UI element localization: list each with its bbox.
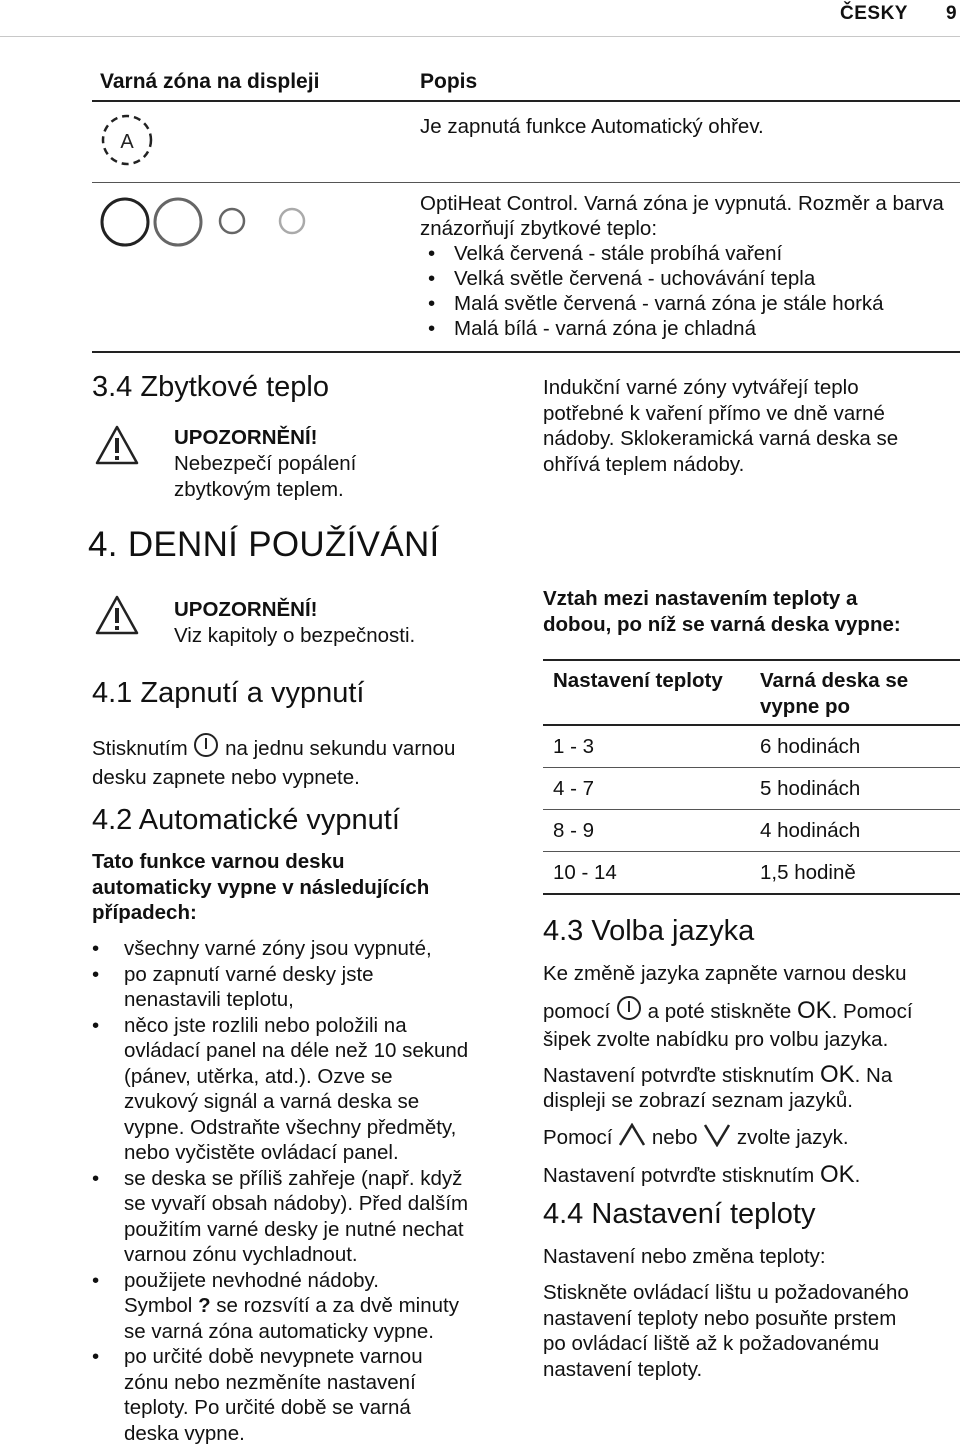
table-row-rule (92, 182, 960, 183)
ok-icon: OK (819, 1060, 855, 1088)
list-item: • Malá bílá - varná zóna je chladná (420, 316, 950, 341)
list-item: • Malá světle červená - varná zóna je stále horká (420, 291, 950, 316)
section-title-4-4: 4.4 Nastavení teploty (543, 1198, 816, 1230)
list-item: • se deska se příliš zahřeje (např. když se vyvaří obsah nádoby). Před dalším použitím varné desky je nutné nechat varnou zónu vychladnout. (92, 1166, 522, 1268)
heat-table-header-setting: Nastavení teploty (553, 669, 723, 692)
heat-table-header-time: Varná deska se vypne po (760, 669, 909, 718)
warning-text: Nebezpečí popálení zbytkovým teplem. (174, 452, 357, 501)
list-item: • použijete nevhodné nádoby. Symbol ? se rozsvítí a za dvě minuty se varná zóna automaticky vypne. (92, 1268, 522, 1345)
question-symbol: ? (198, 1294, 211, 1317)
power-icon (616, 995, 642, 1028)
warning-icon (94, 424, 140, 471)
list-item: • po zapnutí varné desky jste nenastavili teplotu, (92, 962, 522, 1013)
list-item: • po určité době nevypnete varnou zónu nebo nezměníte nastavení teploty. Po určité době se varná deska vypne. (92, 1344, 522, 1446)
auto-off-list (92, 936, 522, 1446)
list-item: • Velká červená - stále probíhá vaření (420, 241, 950, 266)
heat-table-title: Vztah mezi nastavením teploty a dobou, po níž se varná deska vypne: (543, 587, 901, 636)
heat-table-row-rule (543, 767, 960, 768)
page-number: 9 (946, 3, 957, 24)
list-item: • něco jste rozlili nebo položili na ovládací panel na déle než 10 sekund (pánev, utěrka, atd.). Ozve se zvukový signál a varná deska se vypne. Odstraňte všechny předměty, nebo vyčistěte ovládací panel. (92, 1013, 522, 1166)
row1-description: Je zapnutá funkce Automatický ohřev. (420, 115, 764, 138)
section-title-4-1: 4.1 Zapnutí a vypnutí (92, 677, 365, 709)
heat-table-row-rule (543, 809, 960, 810)
header-divider (0, 36, 960, 37)
row2-intro: OptiHeat Control. Varná zóna je vypnutá. Rozměr a barva znázorňují zbytkové teplo: (420, 192, 944, 240)
list-item: • Velká světle červená - uchovávání tepla (420, 266, 950, 291)
table-header-zone: Varná zóna na displeji (100, 70, 320, 93)
language-text: Ke změně jazyka zapněte varnou desku pomocí a poté stiskněte OK. Pomocí šipek zvolte nabídku pro volbu jazyka. Nastavení potvrďte stisknutím OK. Na displeji se zobrazí seznam jazyků. Pomocí nebo zvolte jazyk. Nastavení potvrďte stisknutím OK. (543, 962, 913, 1188)
table-header-rule (92, 100, 960, 102)
warning-icon (94, 594, 140, 641)
header-language: ČESKY (840, 3, 908, 24)
warning-title: UPOZORNĚNÍ! (174, 598, 318, 621)
power-icon (193, 732, 219, 765)
chapter-title-4: 4. DENNÍ POUŽÍVÁNÍ (88, 525, 440, 564)
section-title-4-3: 4.3 Volba jazyka (543, 915, 755, 947)
auto-heat-zone-icon (100, 113, 154, 172)
temp-text: Stiskněte ovládací lištu u požadovaného nastavení teploty nebo posuňte prstem po ovládací liště až k požadovanému nastavení teploty. (543, 1281, 909, 1381)
list-item: • všechny varné zóny jsou vypnuté, (92, 936, 522, 962)
section-title-4-2: 4.2 Automatické vypnutí (92, 804, 400, 836)
optiheat-zones-icon (100, 195, 320, 254)
heat-table-header-rule (543, 724, 960, 726)
heat-table-top-rule (543, 659, 960, 661)
on-off-text: Stisknutím na jednu sekundu varnou desku zapnete nebo vypnete. (92, 732, 512, 790)
section-title-3-4: 3.4 Zbytkové teplo (92, 371, 329, 403)
temp-subtitle: Nastavení nebo změna teploty: (543, 1245, 826, 1268)
warning-title: UPOZORNĚNÍ! (174, 426, 318, 449)
residual-heat-text: Indukční varné zóny vytvářejí teplo potřebné k vaření přímo ve dně varné nádoby. Sklokeramická varná deska se ohřívá teplem nádoby. (543, 376, 899, 476)
ok-icon: OK (819, 1161, 855, 1188)
table-bottom-rule (92, 351, 960, 353)
auto-heat-letter: A (120, 131, 134, 153)
warning-text: Viz kapitoly o bezpečnosti. (174, 624, 416, 647)
heat-table-row-rule (543, 851, 960, 852)
ok-icon: OK (796, 996, 832, 1024)
row2-description (420, 191, 950, 341)
arrow-down-icon (703, 1123, 731, 1154)
heat-table-bottom-rule (543, 893, 960, 895)
table-header-description: Popis (420, 70, 478, 93)
arrow-up-icon (618, 1123, 646, 1154)
auto-off-intro: Tato funkce varnou desku automaticky vypne v následujících případech: (92, 850, 430, 924)
